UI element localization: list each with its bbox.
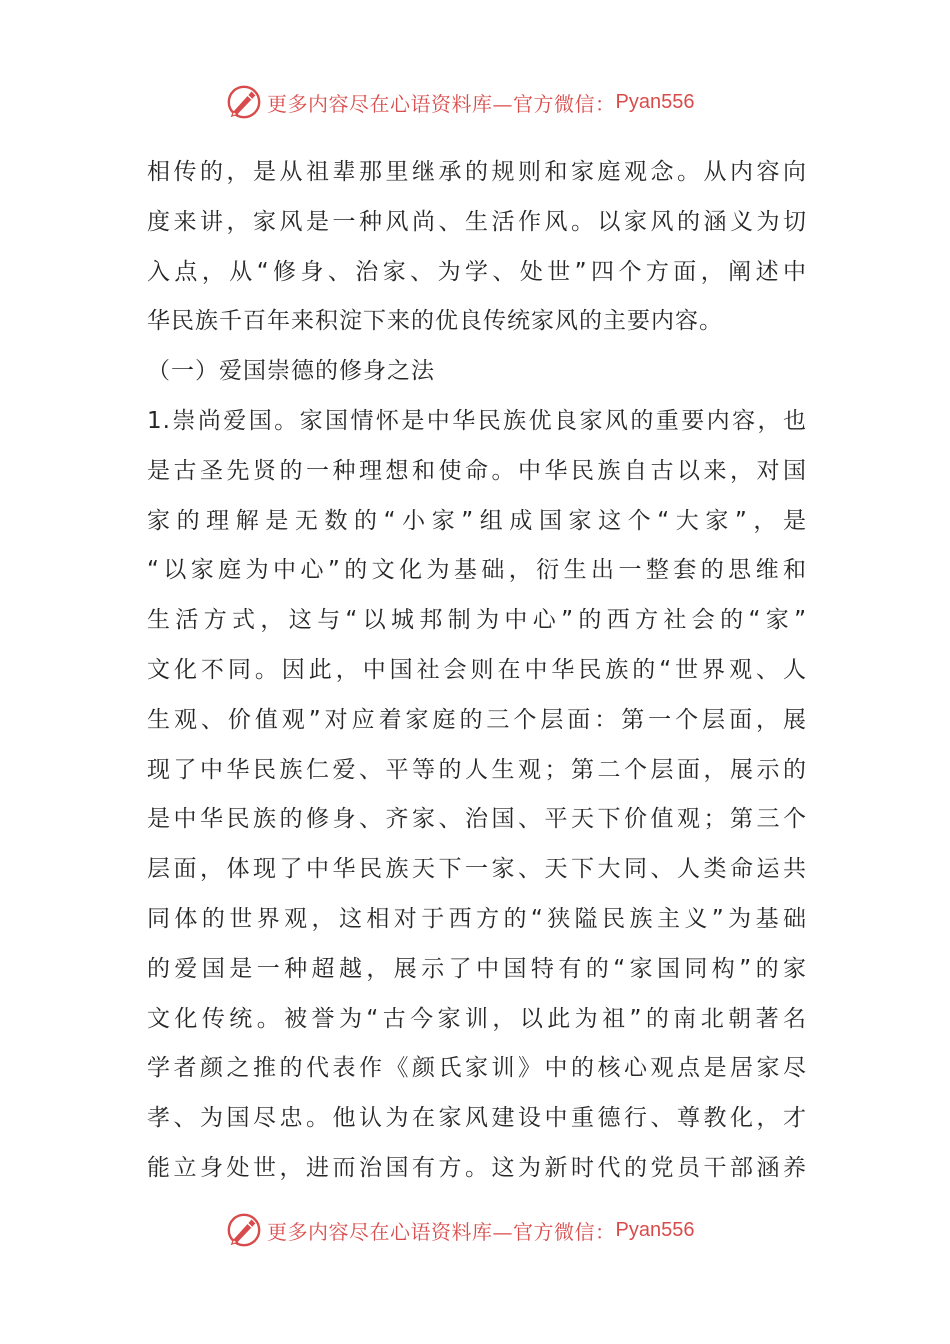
watermark-footer xyxy=(225,1210,694,1250)
text-line: 文化传统。被誉为“古今家训，以此为祖”的南北朝著名 xyxy=(147,1005,807,1032)
text-line: 现了中华民族仁爱、平等的人生观；第二个层面，展示的 xyxy=(147,756,807,783)
pen-logo-icon xyxy=(225,83,263,121)
watermark-text: 更多内容尽在心语资料库—官方微信： xyxy=(267,91,616,116)
text-line: 的爱国是一种超越，展示了中国特有的“家国同构”的家 xyxy=(147,955,807,982)
watermark-header xyxy=(225,82,694,122)
section-heading: （一）爱国崇德的修身之法 xyxy=(147,358,435,385)
watermark-text: 更多内容尽在心语资料库—官方微信： xyxy=(267,1219,616,1244)
text-line: 入点，从“修身、治家、为学、处世”四个方面，阐述中 xyxy=(147,258,807,285)
pen-logo-icon xyxy=(225,1211,263,1249)
text-line: “以家庭为中心”的文化为基础，衍生出一整套的思维和 xyxy=(147,557,807,584)
text-line: 是古圣先贤的一种理想和使命。中华民族自古以来，对国 xyxy=(147,457,807,484)
text-line: 华民族千百年来积淀下来的优良传统家风的主要内容。 xyxy=(147,308,723,335)
watermark-code: Pyan556 xyxy=(615,90,695,113)
text-line: 同体的世界观，这相对于西方的“狭隘民族主义”为基础 xyxy=(147,905,807,932)
text-line: 文化不同。因此，中国社会则在中华民族的“世界观、人 xyxy=(147,656,807,683)
text-line: 1.崇尚爱国。家国情怀是中华民族优良家风的重要内容，也 xyxy=(147,407,807,434)
watermark-code: Pyan556 xyxy=(615,1218,695,1241)
text-line: 生活方式，这与“以城邦制为中心”的西方社会的“家” xyxy=(147,607,807,634)
text-line: 层面，体现了中华民族天下一家、天下大同、人类命运共 xyxy=(147,856,807,883)
text-line: 是中华民族的修身、齐家、治国、平天下价值观；第三个 xyxy=(147,806,807,833)
text-line: 家的理解是无数的“小家”组成国家这个“大家”，是 xyxy=(147,507,807,534)
text-line: 孝、为国尽忠。他认为在家风建设中重德行、尊教化，才 xyxy=(147,1105,807,1132)
text-line: 生观、价值观”对应着家庭的三个层面：第一个层面，展 xyxy=(147,706,807,733)
document-body xyxy=(147,148,807,1194)
text-line: 相传的，是从祖辈那里继承的规则和家庭观念。从内容向 xyxy=(147,159,807,185)
text-line: 学者颜之推的代表作《颜氏家训》中的核心观点是居家尽 xyxy=(147,1055,807,1082)
text-line: 度来讲，家风是一种风尚、生活作风。以家风的涵义为切 xyxy=(147,208,807,235)
text-line: 能立身处世，进而治国有方。这为新时代的党员干部涵养 xyxy=(147,1154,807,1181)
